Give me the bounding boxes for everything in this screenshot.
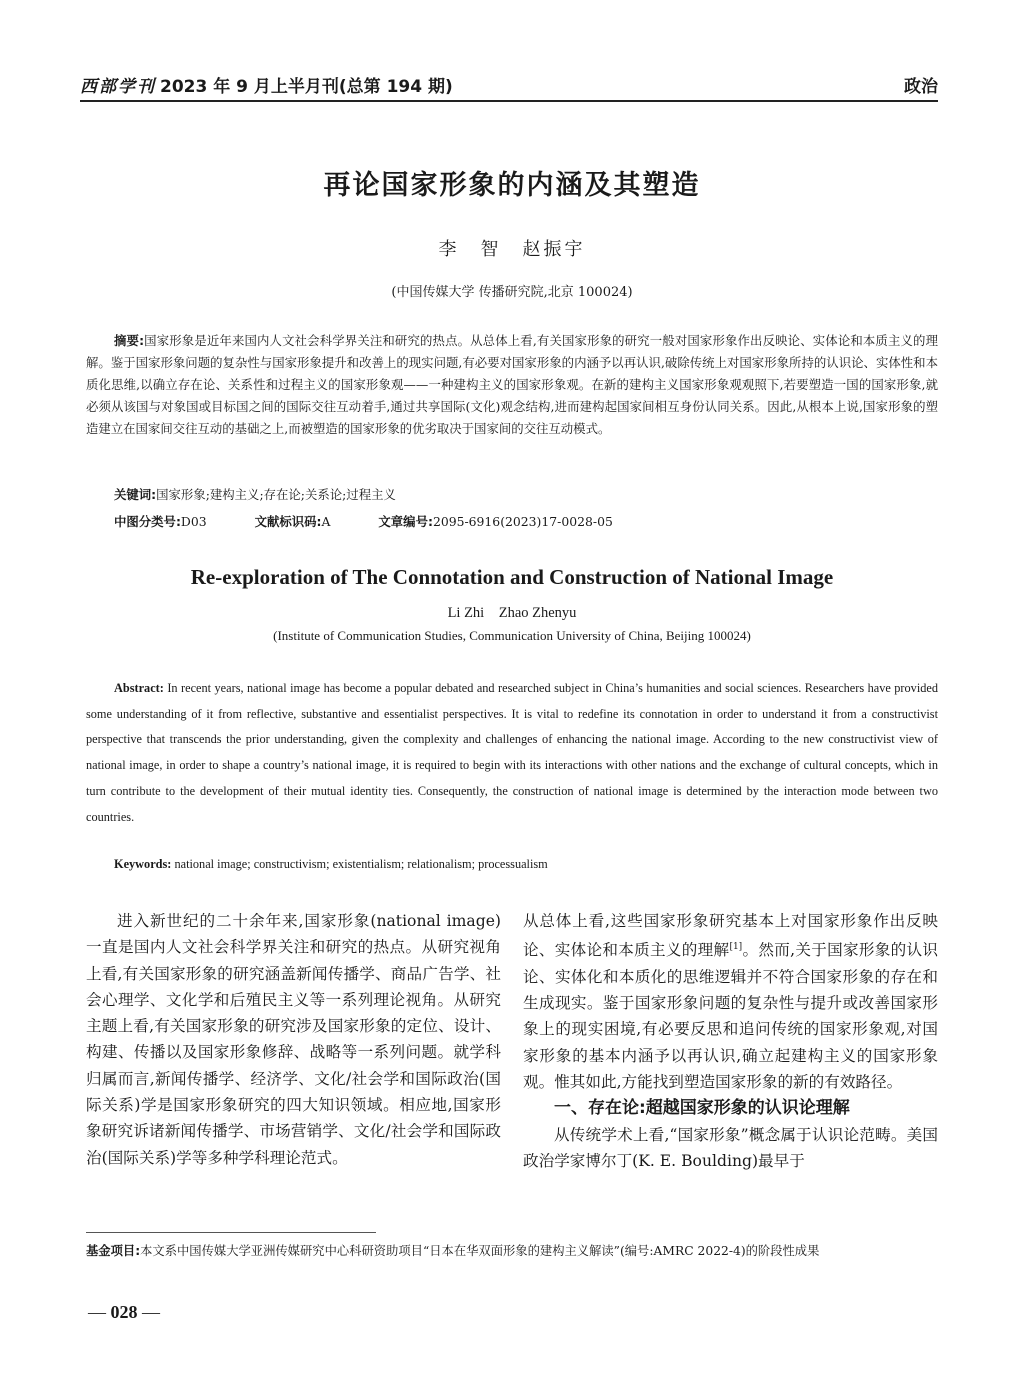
english-abstract-text: In recent years, national image has become a popular debated and researched subject in China’s humanities and social sciences. Researchers have provided some understanding of it from reflective, substantive and essentialist perspectives. It is vital to redefine its connotation in order to understand it from a constructivist perspective that transcends the prior understanding, given the complexity and challenges of enhancing the national image. According to the new constructivist view of national image, in order to shape a country’s national image, it is required to begin with its interactions with other nations and the exchange of cultural concepts, which in turn contribute to the development of their mutual identity ties. Consequently, the construction of national image is determined by the interaction mode between two countries.: [86, 681, 938, 824]
english-affiliation: (Institute of Communication Studies, Communication University of China, Beijing 100024): [273, 628, 751, 643]
article-title: 再论国家形象的内涵及其塑造: [323, 170, 701, 201]
page-dash-right: —: [142, 1302, 160, 1322]
body-text: 从总体上看,这些国家形象研究基本上对国家形象作出反映论、实体论和本质主义的理解: [523, 912, 938, 960]
funding-text: 本文系中国传媒大学亚洲传媒研究中心科研资助项目“日本在华双面形象的建构主义解读”(编号:AMRC 2022-4)的阶段性成果: [140, 1244, 820, 1258]
clc-item: [114, 512, 207, 530]
english-abstract: [86, 676, 938, 830]
body-right-column: [523, 908, 938, 1174]
body-paragraph: 从传统学术上看,“国家形象”概念属于认识论范畴。美国政治学家博尔丁(K. E. Boulding)最早于: [523, 1125, 938, 1170]
section-heading: 一、存在论:超越国家形象的认识论理解: [554, 1098, 850, 1119]
english-title: Re-exploration of The Connotation and Construction of National Image: [190, 565, 834, 589]
doc-code-label: 文献标识码:: [254, 514, 322, 529]
english-abstract-label: Abstract:: [114, 681, 164, 695]
body-left-column: [86, 908, 501, 1171]
body-paragraph-continued: [523, 908, 938, 1095]
journal-logo: 西部学刊: [80, 77, 156, 97]
chinese-keywords-text: 国家形象;建构主义;存在论;关系论;过程主义: [156, 487, 396, 502]
article-no-item: [378, 512, 612, 530]
citation-ref: [1]: [729, 942, 743, 953]
clc-value: D03: [180, 514, 207, 529]
footnote-rule: [86, 1232, 376, 1233]
running-header: [80, 72, 938, 98]
header-rule: [80, 100, 938, 102]
chinese-abstract-text: 国家形象是近年来国内人文社会科学界关注和研究的热点。从总体上看,有关国家形象的研究一般对国家形象作出反映论、实体论和本质主义的理解。鉴于国家形象问题的复杂性与国家形象提升和改善上的现实问题,有必要对国家形象的内涵予以再认识,破除传统上对国家形象所持的认识论、实体性和本质化思维,以确立存在论、关系性和过程主义的国家形象观——一种建构主义的国家形象观。在新的建构主义国家形象观观照下,若要塑造一国的国家形象,就必须从该国与对象国或目标国之间的国际交往互动着手,通过共享国际(文化)观念结构,进而建构起国家间相互身份认同关系。因此,从根本上说,国家形象的塑造建立在国家间交往互动的基础之上,而被塑造的国家形象的优劣取决于国家间的交往互动模式。: [86, 333, 938, 436]
article-no-value: 2095-6916(2023)17-0028-05: [432, 514, 613, 529]
english-keywords-label: Keywords:: [114, 857, 172, 871]
journal-name: [80, 72, 453, 97]
page-number-value: 028: [110, 1302, 138, 1322]
chinese-abstract-label: 摘要:: [114, 333, 145, 348]
chinese-keywords-label: 关键词:: [114, 487, 157, 502]
page-dash-left: —: [88, 1302, 106, 1322]
funding-label: 基金项目:: [86, 1244, 141, 1258]
section-label: 政治: [904, 77, 938, 97]
chinese-keywords: [114, 485, 396, 503]
funding-footnote: [86, 1240, 938, 1262]
doc-code-item: [255, 512, 331, 530]
article-authors: 李 智 赵振宇: [438, 239, 586, 260]
article-affiliation: (中国传媒大学 传播研究院,北京 100024): [391, 285, 633, 300]
english-authors: Li Zhi Zhao Zhenyu: [447, 605, 577, 621]
body-text: 。然而,关于国家形象的认识论、实体化和本质化的思维逻辑并不符合国家形象的存在和生成现实。鉴于国家形象问题的复杂性与提升或改善国家形象上的现实困境,有必要反思和追问传统的国家形象观,对国家形象的基本内涵予以再认识,确立起建构主义的国家形象观。惟其如此,方能找到塑造国家形象的新的有效路径。: [523, 941, 938, 1091]
journal-issue: 2023 年 9 月上半月刊(总第 194 期): [160, 77, 453, 97]
article-no-label: 文章编号:: [378, 514, 433, 529]
clc-label: 中图分类号:: [114, 514, 181, 529]
english-keywords-text: national image; constructivism; existentialism; relationalism; processualism: [174, 857, 548, 871]
chinese-abstract: [86, 330, 938, 440]
body-paragraph: 进入新世纪的二十余年来,国家形象(national image)一直是国内人文社会科学界关注和研究的热点。从研究视角上看,有关国家形象的研究涵盖新闻传播学、商品广告学、社会心理学、文化学和后殖民主义等一系列理论视角。从研究主题上看,有关国家形象的研究涉及国家形象的定位、设计、构建、传播以及国家形象修辞、战略等一系列问题。就学科归属而言,新闻传播学、经济学、文化/社会学和国际政治(国际关系)学是国家形象研究的四大知识领域。相应地,国家形象研究诉诸新闻传播学、市场营销学、文化/社会学和国际政治(国际关系)学等多种学科理论范式。: [86, 912, 501, 1167]
doc-code-value: A: [321, 514, 331, 529]
page-number: [88, 1302, 160, 1323]
classification-meta: [114, 512, 874, 530]
english-keywords: [114, 857, 548, 872]
